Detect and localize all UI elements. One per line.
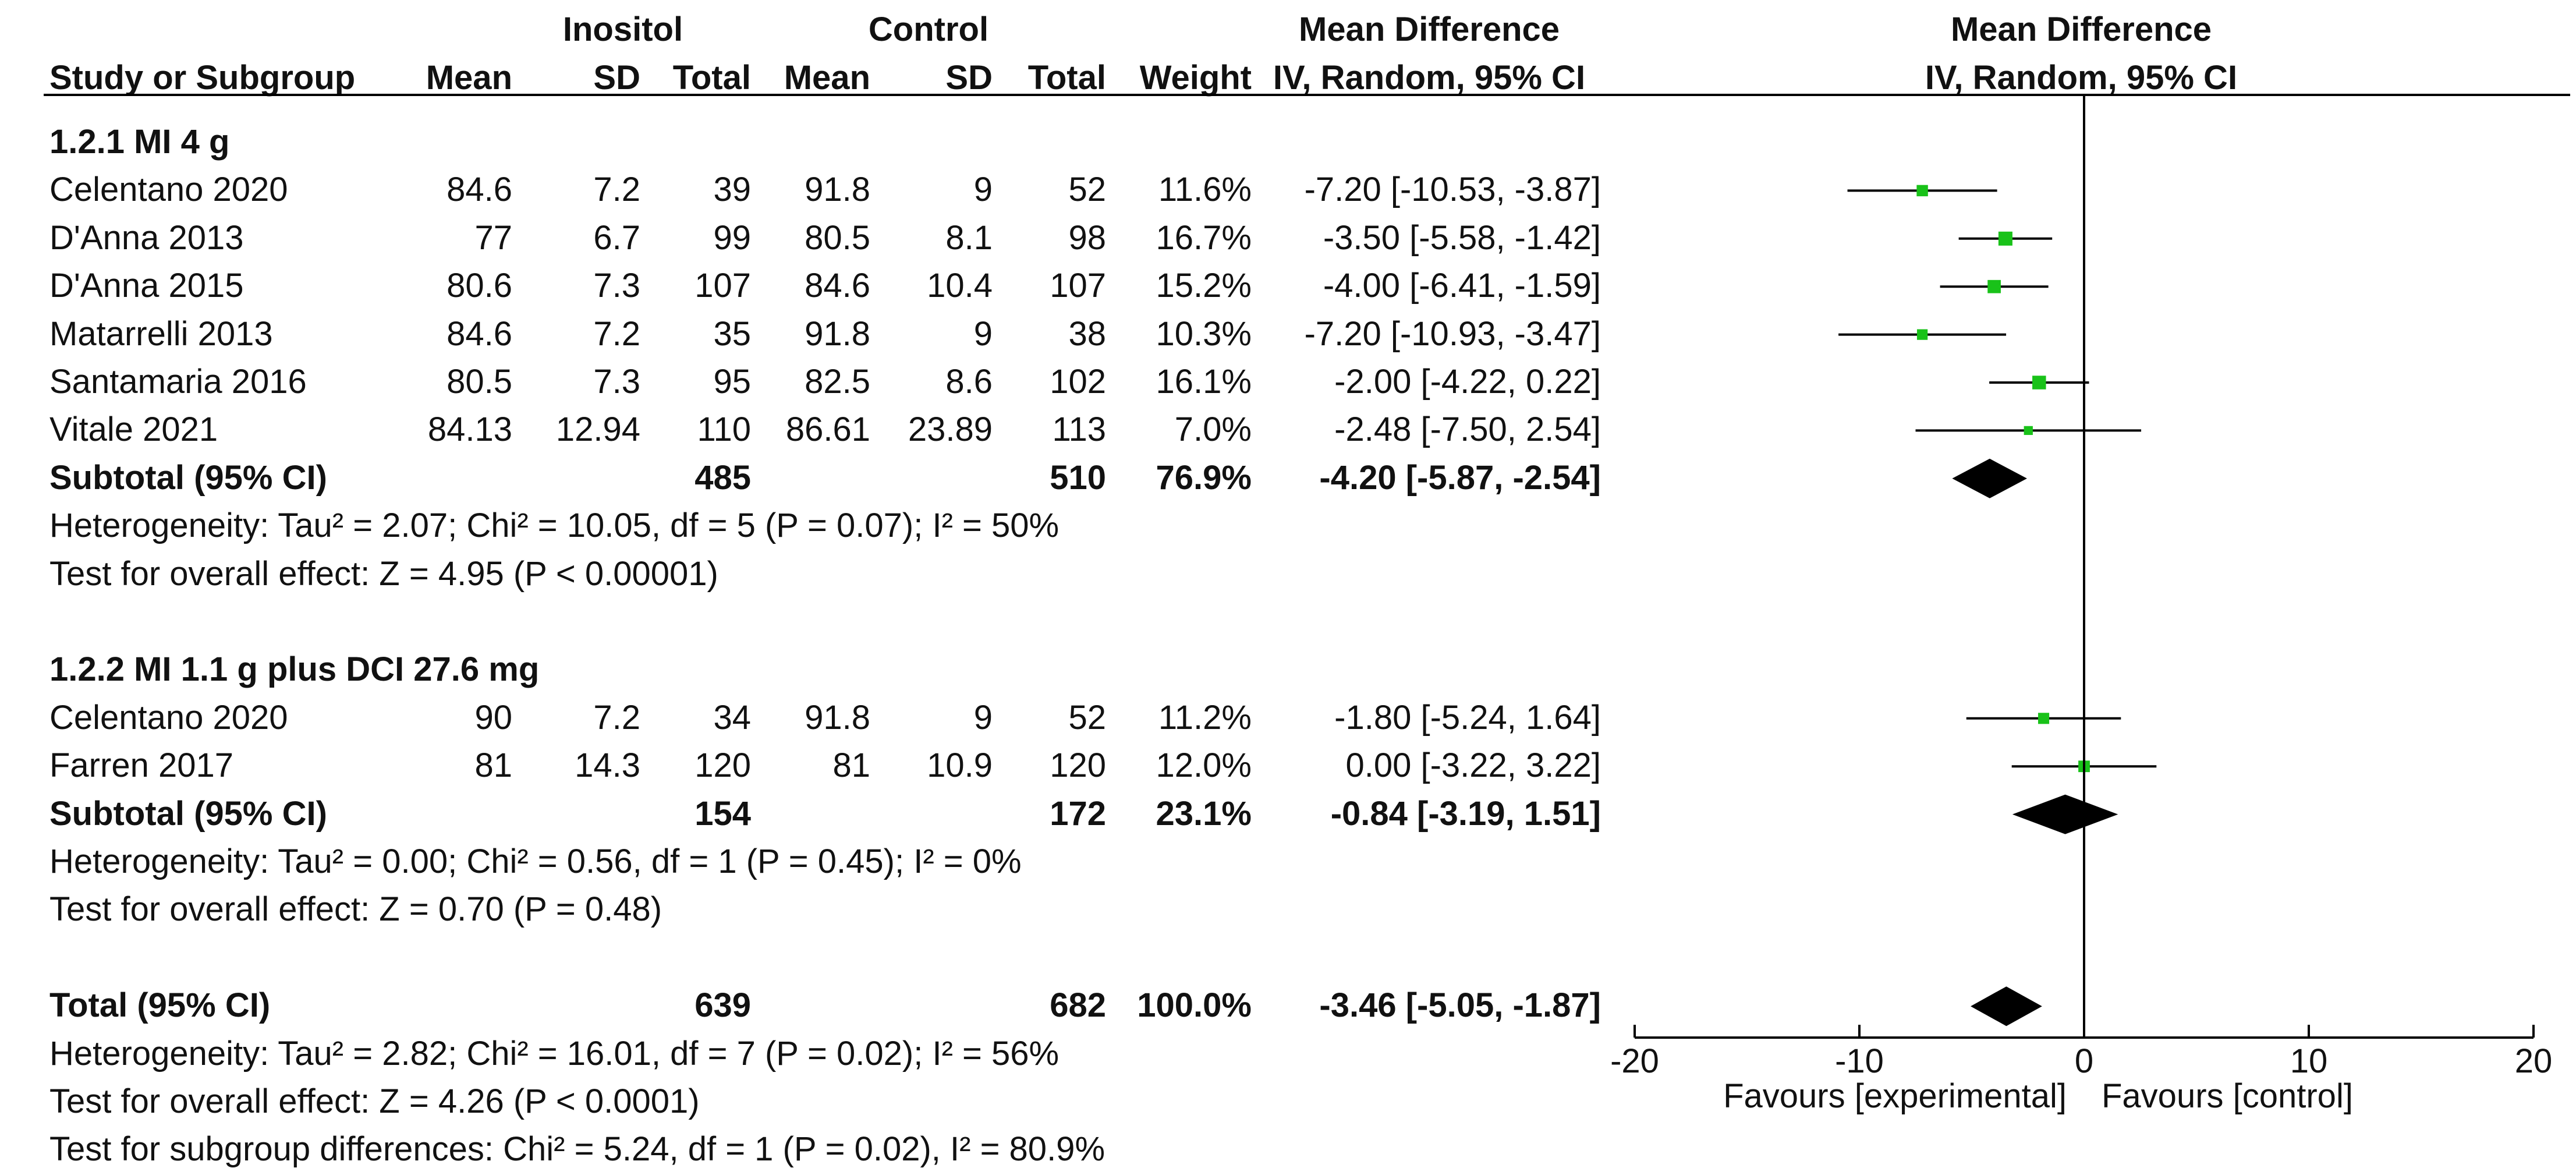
stat-text: Test for subgroup differences: Chi² = 5.24, df = 1 (P = 0.02), I² = 80.9% [49,1130,1105,1168]
col-ci: IV, Random, 95% CI [1273,59,1586,97]
cell-mean2: 91.8 [805,171,870,209]
cell-total2: 38 [1068,314,1106,353]
effect-marker [1999,232,2012,246]
cell-sd1: 12.94 [555,410,640,449]
cell-sd1: 7.2 [593,314,640,353]
study-label: D'Anna 2013 [49,218,244,257]
cell-sd2: 23.89 [908,410,993,449]
cell-ci: -2.00 [-4.22, 0.22] [1334,363,1601,401]
cell-mean1: 81 [474,746,512,785]
cell-total2: 98 [1068,218,1106,257]
subgroup-heading: 1.2.2 MI 1.1 g plus DCI 27.6 mg [49,650,540,689]
col-total2: Total [1027,59,1106,97]
subgroup-heading: 1.2.1 MI 4 g [49,123,230,161]
cell-weight: 100.0% [1137,986,1252,1025]
effect-marker [2032,376,2046,389]
stat-text: Test for overall effect: Z = 4.95 (P < 0.00001) [49,554,718,593]
cell-total2: 510 [1050,458,1106,497]
cell-mean2: 80.5 [805,218,870,257]
cell-total1: 99 [713,218,751,257]
stat-text: Test for overall effect: Z = 0.70 (P = 0.48) [49,890,662,929]
favours-right-label: Favours [control] [2102,1077,2353,1115]
cell-mean2: 82.5 [805,363,870,401]
cell-ci: -2.48 [-7.50, 2.54] [1334,410,1601,449]
cell-ci: -7.20 [-10.93, -3.47] [1304,314,1601,353]
cell-total1: 120 [695,746,751,785]
col-study: Study or Subgroup [49,59,356,97]
stat-text: Test for overall effect: Z = 4.26 (P < 0.0001) [49,1082,700,1120]
cell-mean1: 84.6 [447,314,512,353]
cell-total1: 107 [695,267,751,305]
cell-ci: -4.00 [-6.41, -1.59] [1323,267,1601,305]
cell-weight: 16.1% [1156,363,1252,401]
study-label: Celentano 2020 [49,698,288,737]
cell-total1: 34 [713,698,751,737]
cell-total2: 107 [1050,267,1106,305]
cell-sd1: 7.2 [593,698,640,737]
x-tick-label: 20 [2514,1042,2553,1080]
effect-measure-header: Mean Difference [1298,10,1560,48]
cell-ci: -3.50 [-5.58, -1.42] [1323,218,1601,257]
cell-ci: 0.00 [-3.22, 3.22] [1345,746,1601,785]
effect-marker [1987,280,2001,293]
cell-total2: 52 [1068,171,1106,209]
stat-text: Heterogeneity: Tau² = 2.07; Chi² = 10.05, df = 5 (P = 0.07); I² = 50% [49,507,1060,545]
cell-weight: 10.3% [1156,314,1252,353]
pooled-diamond [1952,459,2027,498]
x-tick-label: -20 [1610,1042,1659,1080]
cell-total1: 639 [695,986,751,1025]
cell-ci: -3.46 [-5.05, -1.87] [1319,986,1601,1025]
cell-mean2: 84.6 [805,267,870,305]
stat-text: Heterogeneity: Tau² = 2.82; Chi² = 16.01, df = 7 (P = 0.02); I² = 56% [49,1034,1060,1073]
study-label: Celentano 2020 [49,171,288,209]
cell-sd2: 10.4 [927,267,993,305]
cell-mean1: 84.13 [427,410,512,449]
study-label: Farren 2017 [49,746,233,785]
cell-total1: 110 [697,410,751,449]
group2-header: Control [868,10,989,48]
effect-marker [1917,329,1927,339]
cell-total1: 35 [713,314,751,353]
cell-mean2: 86.61 [785,410,870,449]
study-label: Matarrelli 2013 [49,314,273,353]
cell-total1: 154 [695,794,751,833]
plot-title: Mean Difference [1950,10,2212,48]
cell-total1: 39 [713,171,751,209]
cell-mean1: 77 [474,218,512,257]
cell-sd1: 14.3 [575,746,640,785]
cell-mean1: 84.6 [447,171,512,209]
cell-mean2: 81 [832,746,870,785]
cell-sd2: 8.1 [945,218,993,257]
cell-total2: 172 [1050,794,1106,833]
cell-sd2: 9 [973,314,993,353]
col-sd2: SD [945,59,993,97]
cell-ci: -7.20 [-10.53, -3.87] [1304,171,1601,209]
cell-weight: 12.0% [1156,746,1252,785]
cell-sd1: 7.2 [593,171,640,209]
favours-left-label: Favours [experimental] [1723,1077,2067,1115]
cell-weight: 7.0% [1174,410,1252,449]
col-mean2: Mean [784,59,870,97]
cell-total2: 102 [1050,363,1106,401]
plot-method: IV, Random, 95% CI [1925,59,2238,97]
cell-total2: 120 [1050,746,1106,785]
col-total1: Total [672,59,751,97]
col-sd1: SD [593,59,640,97]
effect-marker [1916,185,1927,196]
subtotal-label: Total (95% CI) [49,986,271,1025]
pooled-diamond [2012,795,2118,834]
cell-ci: -0.84 [-3.19, 1.51] [1330,794,1601,833]
cell-weight: 76.9% [1156,458,1252,497]
cell-weight: 23.1% [1156,794,1252,833]
cell-sd1: 7.3 [593,267,640,305]
cell-weight: 15.2% [1156,267,1252,305]
cell-weight: 11.6% [1158,171,1252,209]
cell-sd1: 7.3 [593,363,640,401]
subtotal-label: Subtotal (95% CI) [49,794,327,833]
cell-sd2: 9 [973,698,993,737]
cell-total2: 113 [1052,410,1106,449]
cell-sd1: 6.7 [593,218,640,257]
cell-ci: -4.20 [-5.87, -2.54] [1319,458,1601,497]
cell-sd2: 9 [973,171,993,209]
x-tick-label: 10 [2290,1042,2328,1080]
cell-total1: 485 [695,458,751,497]
study-label: Vitale 2021 [49,410,218,449]
col-mean1: Mean [426,59,512,97]
group1-header: Inositol [562,10,683,48]
cell-weight: 16.7% [1156,218,1252,257]
subtotal-label: Subtotal (95% CI) [49,458,327,497]
stat-text: Heterogeneity: Tau² = 0.00; Chi² = 0.56, df = 1 (P = 0.45); I² = 0% [49,843,1022,880]
cell-mean1: 80.6 [447,267,512,305]
cell-mean1: 90 [474,698,512,737]
cell-total1: 95 [713,363,751,401]
cell-mean2: 91.8 [805,698,870,737]
cell-sd2: 10.9 [927,746,993,785]
cell-total2: 682 [1050,986,1106,1025]
x-tick-label: -10 [1835,1042,1884,1080]
cell-sd2: 8.6 [945,363,993,401]
study-label: Santamaria 2016 [49,363,307,401]
x-tick-label: 0 [2074,1042,2094,1080]
cell-mean2: 91.8 [805,314,870,353]
col-weight: Weight [1139,59,1252,97]
pooled-diamond [1971,986,2042,1026]
study-label: D'Anna 2015 [49,267,244,305]
effect-marker [2038,713,2049,724]
effect-marker [2024,426,2033,435]
cell-ci: -1.80 [-5.24, 1.64] [1334,698,1601,737]
cell-weight: 11.2% [1158,698,1252,737]
cell-total2: 52 [1068,698,1106,737]
cell-mean1: 80.5 [447,363,512,401]
